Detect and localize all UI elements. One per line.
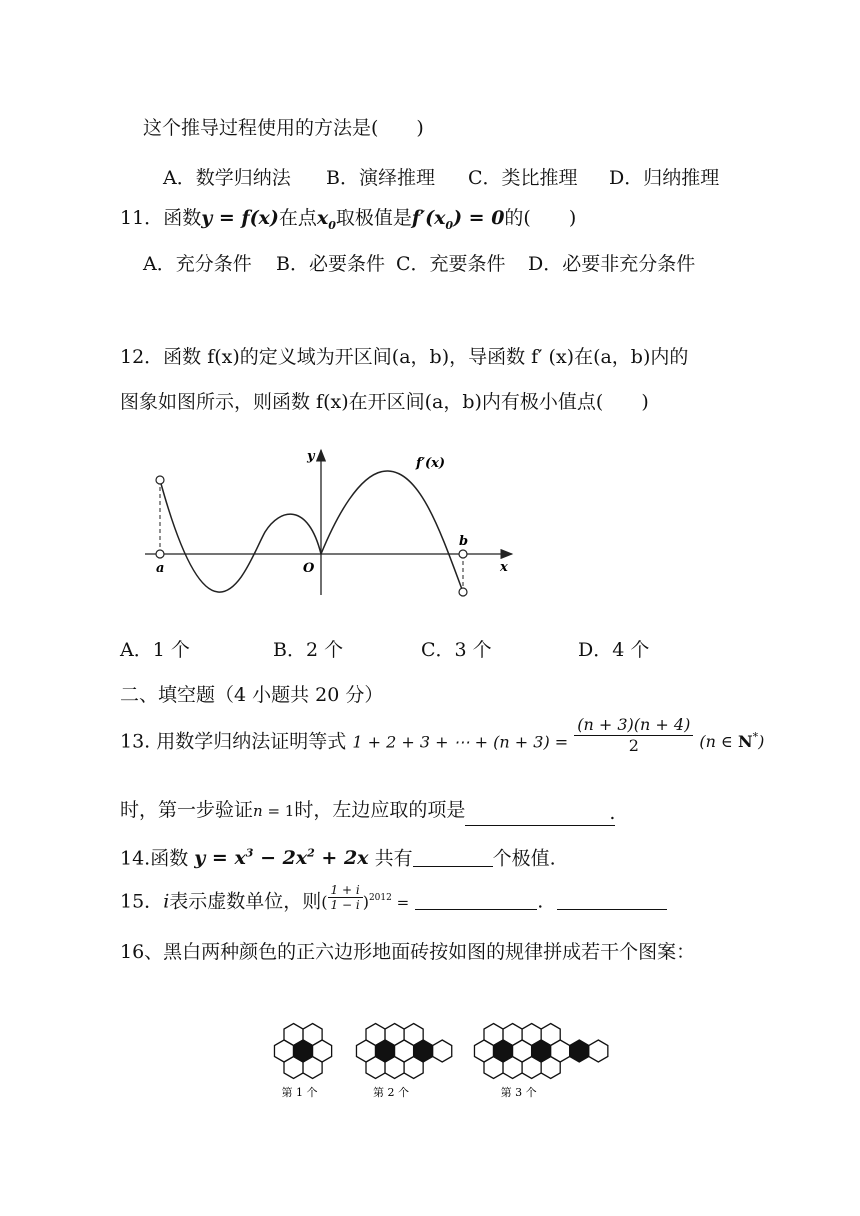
black-hexagon-tile <box>294 1040 313 1062</box>
q11-pre: 函数 <box>163 207 202 229</box>
white-hexagon-tile <box>474 1040 493 1062</box>
pattern-caption: 第 1 个 <box>281 1086 318 1099</box>
q14-post1: 共有 <box>374 847 413 870</box>
q13-fraction-numerator: (n + 3)(n + 4) <box>574 715 693 736</box>
q13-line2 <box>120 798 615 826</box>
q14-line <box>120 842 556 870</box>
q13-cond: (n ∈ N*) <box>699 731 765 752</box>
q13-lhs: 1 + 2 + 3 + ⋯ + (n + 3) = <box>352 732 569 752</box>
q13-fraction-denominator: 2 <box>628 735 639 755</box>
a-open-endpoint-axis <box>156 550 164 558</box>
q15-eq: = <box>391 893 410 912</box>
q11-condition-end: ) = 0 <box>453 207 505 229</box>
q13-end: . <box>609 802 616 824</box>
q11-number: 11． <box>120 207 164 229</box>
q15-text: 表示虚数单位，则 <box>169 890 322 913</box>
white-hexagon-tile <box>274 1040 293 1062</box>
black-hexagon-tile <box>414 1040 433 1062</box>
q13-eq: = 1 <box>262 802 295 820</box>
q12-line1: 12．函数 f(x)的定义域为开区间(a，b)，导函数 f′ (x)在(a，b)内的 <box>120 346 689 368</box>
hexagon-tiling-figure <box>260 1008 620 1108</box>
q15-lead: 15． <box>120 890 164 913</box>
q11-mid2: 取极值是 <box>335 207 412 229</box>
q11-mid: 在点 <box>278 207 317 229</box>
white-hexagon-tile <box>589 1040 608 1062</box>
q12-line2: 图象如图所示，则函数 f(x)在开区间(a，b)内有极小值点( ) <box>120 391 649 413</box>
q11-post: 的( ) <box>504 207 577 229</box>
b-open-endpoint-bottom <box>459 588 467 596</box>
q13-line1 <box>120 714 765 756</box>
q13-line2-post: 时，左边应取的项是 <box>294 799 466 821</box>
q11-option-b: B．必要条件 <box>276 253 385 275</box>
q11-option-a: A．充分条件 <box>143 253 252 275</box>
q11-option-c: C．充要条件 <box>396 253 506 275</box>
q15-i: i <box>163 890 170 913</box>
white-hexagon-tile <box>513 1040 532 1062</box>
q12-option-d: D．4 个 <box>578 639 650 661</box>
q11-stem <box>120 206 576 238</box>
q10-option-a: A．数学归纳法 <box>163 167 291 189</box>
q14-eq: $y = x^3 - 2x^2 + 2x$ <box>194 847 369 870</box>
q15-dot: . <box>537 890 544 913</box>
black-hexagon-tile <box>494 1040 513 1062</box>
black-hexagon-tile <box>570 1040 589 1062</box>
white-hexagon-tile <box>356 1040 375 1062</box>
q15-answer-blank-2[interactable] <box>557 909 667 910</box>
q13-lead: 13. 用数学归纳法证明等式 <box>120 730 347 753</box>
q12-option-a: A．1 个 <box>120 639 190 661</box>
a-open-endpoint-top <box>156 476 164 484</box>
section-heading: 二、填空题（4 小题共 20 分） <box>120 684 384 706</box>
pattern-caption: 第 3 个 <box>500 1086 537 1099</box>
white-hexagon-tile <box>313 1040 332 1062</box>
q11-function: y = f(x) <box>201 207 279 229</box>
q15-fraction <box>328 883 363 912</box>
black-hexagon-tile <box>532 1040 551 1062</box>
q13-n: n <box>253 802 263 820</box>
q13-line2-pre: 时，第一步验证 <box>120 799 254 821</box>
q14-post2: 个极值. <box>492 847 556 870</box>
graph-curve-label: f′(x) <box>416 456 446 471</box>
q16-text: 16、黑白两种颜色的正六边形地面砖按如图的规律拼成若干个图案： <box>120 941 696 963</box>
q15-exponent: 2012 <box>368 893 392 903</box>
q13-fraction <box>574 715 693 756</box>
q14-answer-blank[interactable] <box>413 866 493 867</box>
q11-condition-sub: 0 <box>445 218 454 232</box>
b-open-endpoint-axis <box>459 550 467 558</box>
white-hexagon-tile <box>433 1040 452 1062</box>
q15-answer-blank-1[interactable] <box>415 909 537 910</box>
q15-denominator: 1 − i <box>330 897 360 912</box>
graph-origin-label: O <box>303 561 315 576</box>
q15-numerator: 1 + i <box>328 883 363 898</box>
q11-point: x <box>316 207 329 229</box>
q10-option-b: B．演绎推理 <box>326 167 435 189</box>
q13-answer-blank[interactable] <box>465 801 615 826</box>
q10-option-c: C．类比推理 <box>468 167 578 189</box>
q14-lead: 14.函数 <box>120 847 189 870</box>
black-hexagon-tile <box>376 1040 395 1062</box>
q12-option-b: B．2 个 <box>273 639 344 661</box>
white-hexagon-tile <box>551 1040 570 1062</box>
graph-x-label: x <box>500 560 508 575</box>
white-hexagon-tile <box>395 1040 414 1062</box>
pattern-caption: 第 2 个 <box>373 1086 410 1099</box>
graph-b-label: b <box>459 534 469 549</box>
q10-option-d: D．归纳推理 <box>609 167 720 189</box>
derivative-graph <box>140 440 530 610</box>
q12-option-c: C．3 个 <box>421 639 492 661</box>
graph-y-label: y <box>307 449 315 464</box>
q11-condition: f′(x <box>411 207 446 229</box>
q11-option-d: D．必要非充分条件 <box>528 253 696 275</box>
graph-a-label: a <box>156 561 165 576</box>
q10-stem: 这个推导过程使用的方法是( ) <box>143 117 424 139</box>
q11-point-sub: 0 <box>328 218 336 232</box>
q15-line: 15．i表示虚数单位，则( $\frac{1 + i}{1 - i}$ )$^{2012}$ = . <box>120 886 667 914</box>
